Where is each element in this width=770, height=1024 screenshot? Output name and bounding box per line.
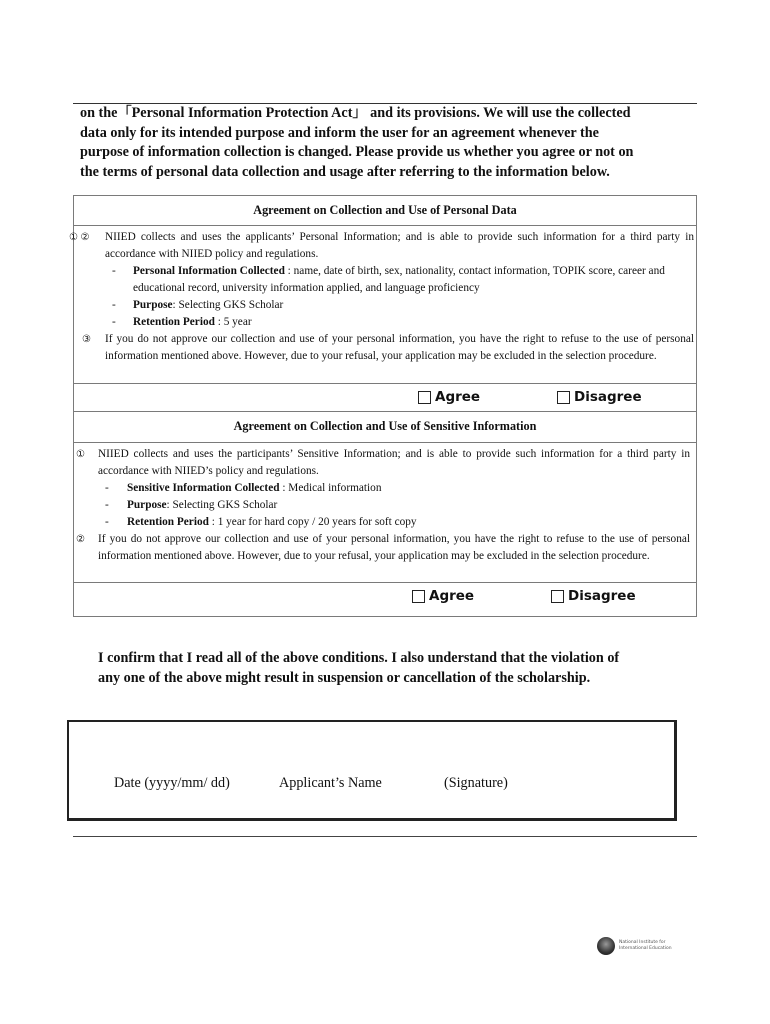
checkbox-icon[interactable] <box>551 590 564 603</box>
item-text: NIIED collects and uses the participants’ Sensitive Information; and is able to provide such information for a third party in accordance with NIIED’s policy and regulations. <box>98 448 690 477</box>
logo-text <box>619 940 672 951</box>
bullet-dash: - <box>105 499 109 511</box>
bottom-rule <box>73 836 697 837</box>
bullet-value: name, date of birth, sex, nationality, contact information, TOPIK score, career and educational record, university information applied, and language proficiency <box>133 265 665 294</box>
signature-box <box>67 720 677 821</box>
korea-emblem-icon <box>597 937 615 955</box>
item-text: If you do not approve our collection and use of your personal information, you have the right to refuse to the use of personal information mentioned above. However, due to your refusal, your application may be excluded in the selection procedure. <box>98 533 690 562</box>
item-marker: ③ <box>82 334 91 345</box>
bullet-sep: : <box>172 299 179 311</box>
bullet-sep: : <box>279 482 289 494</box>
bullet-sep: : <box>284 265 294 277</box>
bullet-value: Selecting GKS Scholar <box>172 499 278 511</box>
agree-label: Agree <box>429 588 475 604</box>
checkbox-icon[interactable] <box>412 590 425 603</box>
bullet-item <box>74 514 696 531</box>
sensitive-item-2 <box>74 531 696 565</box>
personal-data-content <box>69 226 696 365</box>
item-marker: ① ② <box>69 232 90 243</box>
item-text: If you do not approve our collection and use of your personal information, you have the right to refuse to the use of personal information mentioned above. However, due to your refusal, your application may be excluded in the selection procedure. <box>105 333 694 362</box>
bullet-label: Personal Information Collected <box>133 265 285 277</box>
sensitive-agree-option[interactable] <box>412 588 474 604</box>
intro-line: data only for its intended purpose and inform the user for an agreement whenever the <box>80 124 599 141</box>
bullet-value: 5 year <box>223 316 252 328</box>
logo-line: National Institute for <box>619 940 666 945</box>
bullet-item <box>74 297 696 314</box>
bullet-sep: : <box>214 316 224 328</box>
bullet-label: Retention Period <box>127 516 209 528</box>
bullet-dash: - <box>112 265 116 277</box>
intro-line: on the「Personal Information Protection Act」 and its provisions. We will use the collected <box>80 105 631 121</box>
niied-logo <box>597 937 672 957</box>
personal-item-1 <box>69 226 696 263</box>
checkbox-icon[interactable] <box>557 391 570 404</box>
bullet-dash: - <box>112 316 116 328</box>
bullet-sep: : <box>208 516 218 528</box>
confirmation-statement <box>98 648 688 688</box>
bullet-dash: - <box>105 482 109 494</box>
bullet-value: Medical information <box>288 482 382 494</box>
bullet-item <box>74 263 696 297</box>
applicant-name-label[interactable]: Applicant’s Name <box>279 775 382 791</box>
confirm-line: any one of the above might result in suspension or cancellation of the scholarship. <box>98 670 591 686</box>
personal-agree-option[interactable] <box>418 389 480 405</box>
bullet-item <box>74 480 696 497</box>
disagree-label: Disagree <box>574 389 642 405</box>
bullet-item <box>74 497 696 514</box>
sensitive-info-title: Agreement on Collection and Use of Sensitive Information <box>74 412 696 443</box>
disagree-label: Disagree <box>568 588 636 604</box>
personal-data-section <box>69 195 697 412</box>
bullet-value: 1 year for hard copy / 20 years for soft copy <box>217 516 417 528</box>
intro-paragraph <box>80 104 692 182</box>
signature-label[interactable]: (Signature) <box>444 775 508 791</box>
sensitive-item-1 <box>74 443 696 480</box>
bullet-value: Selecting GKS Scholar <box>178 299 284 311</box>
item-text: NIIED collects and uses the applicants’ Personal Information; and is able to provide such information for a third party in accordance with NIIED policy and regulations. <box>105 231 694 260</box>
bullet-label: Purpose <box>133 299 173 311</box>
personal-item-2 <box>74 331 696 365</box>
sensitive-info-content <box>74 443 696 565</box>
bullet-label: Purpose <box>127 499 167 511</box>
personal-disagree-option[interactable] <box>557 389 642 405</box>
checkbox-icon[interactable] <box>418 391 431 404</box>
logo-line: International Education <box>619 945 672 951</box>
bullet-sep: : <box>166 499 173 511</box>
bullet-item <box>74 314 696 331</box>
personal-consent-row <box>74 383 696 413</box>
bullet-label: Retention Period <box>133 316 215 328</box>
sensitive-disagree-option[interactable] <box>551 588 636 604</box>
item-marker: ② <box>76 534 85 545</box>
date-field-label[interactable]: Date (yyyy/mm/ dd) <box>114 775 230 791</box>
intro-line: the terms of personal data collection and usage after referring to the information below. <box>80 163 610 180</box>
bullet-dash: - <box>105 516 109 528</box>
sensitive-info-section <box>73 412 697 617</box>
sensitive-consent-row <box>74 582 696 617</box>
bullet-dash: - <box>112 299 116 311</box>
item-marker: ① <box>76 449 85 460</box>
agree-label: Agree <box>435 389 481 405</box>
intro-line: purpose of information collection is changed. Please provide us whether you agree or not on <box>80 144 634 161</box>
confirm-line: I confirm that I read all of the above conditions. I also understand that the violation of <box>98 650 620 666</box>
personal-data-title: Agreement on Collection and Use of Personal Data <box>74 196 696 226</box>
bullet-label: Sensitive Information Collected <box>127 482 280 494</box>
